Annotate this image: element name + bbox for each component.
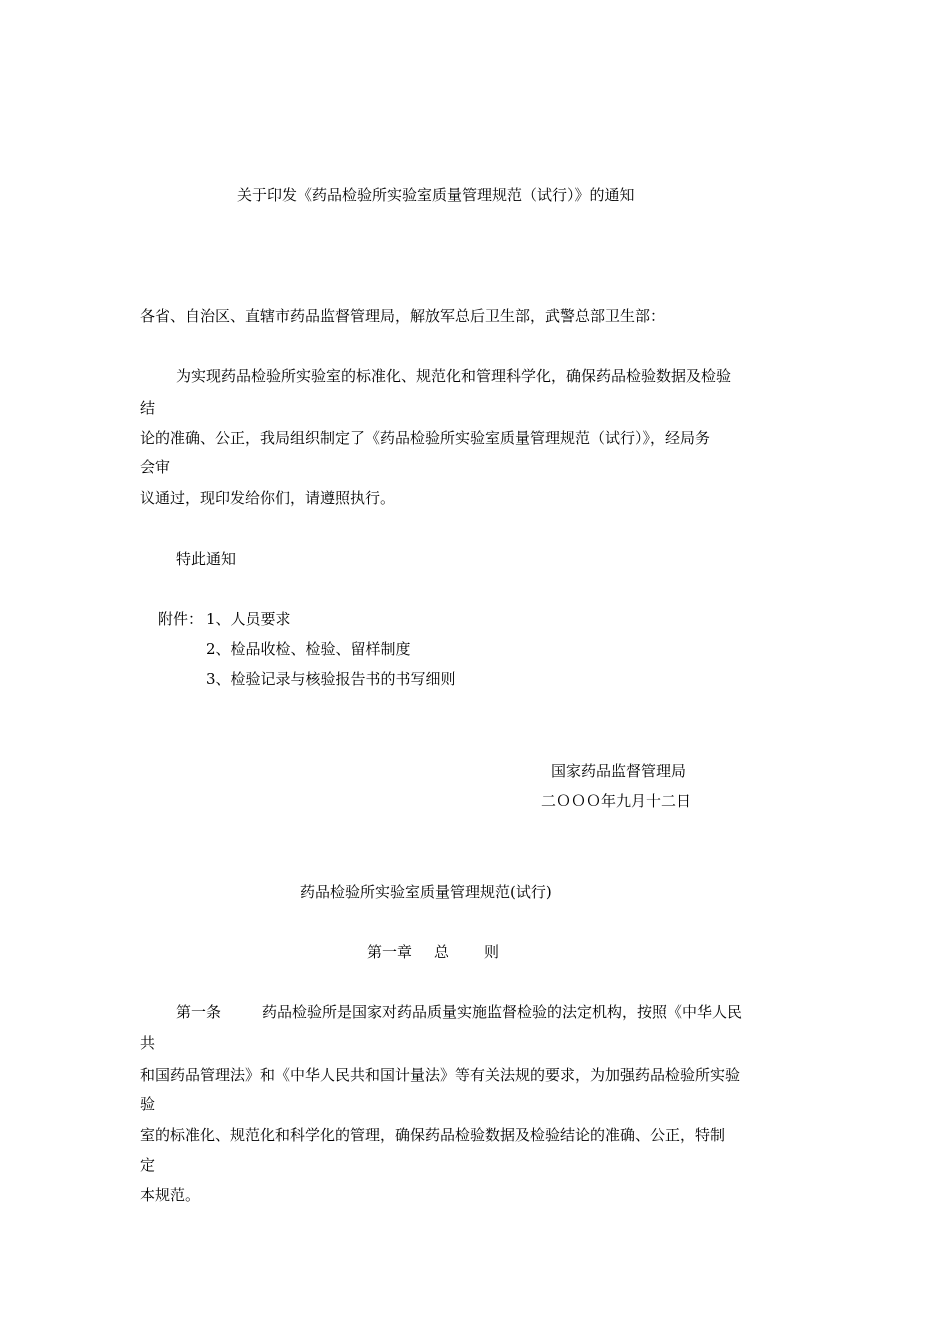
chapter-word: 总 <box>434 943 450 961</box>
article-line: 和国药品管理法》和《中华人民共和国计量法》等有关法规的要求，为加强药品检验所实验 <box>140 1066 741 1084</box>
regulation-title: 药品检验所实验室质量管理规范(试行) <box>300 883 552 901</box>
article-line: 药品检验所是国家对药品质量实施监督检验的法定机构，按照《中华人民 <box>262 1003 743 1021</box>
signature-org: 国家药品监督管理局 <box>551 762 687 780</box>
notice-body-line: 议通过，现印发给你们，请遵照执行。 <box>140 489 396 507</box>
article-line: 定 <box>140 1156 156 1174</box>
chapter-number: 第一章 <box>367 943 413 961</box>
article-line: 验 <box>140 1095 156 1113</box>
notice-body-line: 为实现药品检验所实验室的标准化、规范化和管理科学化，确保药品检验数据及检验 <box>176 367 732 385</box>
article-line: 共 <box>140 1034 156 1052</box>
closing-text: 特此通知 <box>176 550 237 568</box>
attachment-item: 3、检验记录与核验报告书的书写细则 <box>206 670 456 688</box>
chapter-word: 则 <box>484 943 500 961</box>
attachment-item: 2、检品收检、检验、留样制度 <box>206 640 411 658</box>
notice-title: 关于印发《药品检验所实验室质量管理规范（试行）》的通知 <box>237 186 635 204</box>
notice-body-line: 结 <box>140 399 156 417</box>
article-label: 第一条 <box>176 1003 222 1021</box>
attachments-label: 附件： <box>158 610 204 628</box>
article-line: 室的标准化、规范化和科学化的管理，确保药品检验数据及检验结论的准确、公正，特制 <box>140 1126 726 1144</box>
notice-body-line: 论的准确、公正，我局组织制定了《药品检验所实验室质量管理规范（试行）》，经局务 <box>140 429 711 447</box>
addressee: 各省、自治区、直辖市药品监督管理局，解放军总后卫生部，武警总部卫生部： <box>140 307 666 325</box>
attachment-item: 1、人员要求 <box>206 610 291 628</box>
article-line: 本规范。 <box>140 1186 201 1204</box>
notice-body-line: 会审 <box>140 458 171 476</box>
signature-date: 二ＯＯＯ年九月十二日 <box>541 792 692 810</box>
